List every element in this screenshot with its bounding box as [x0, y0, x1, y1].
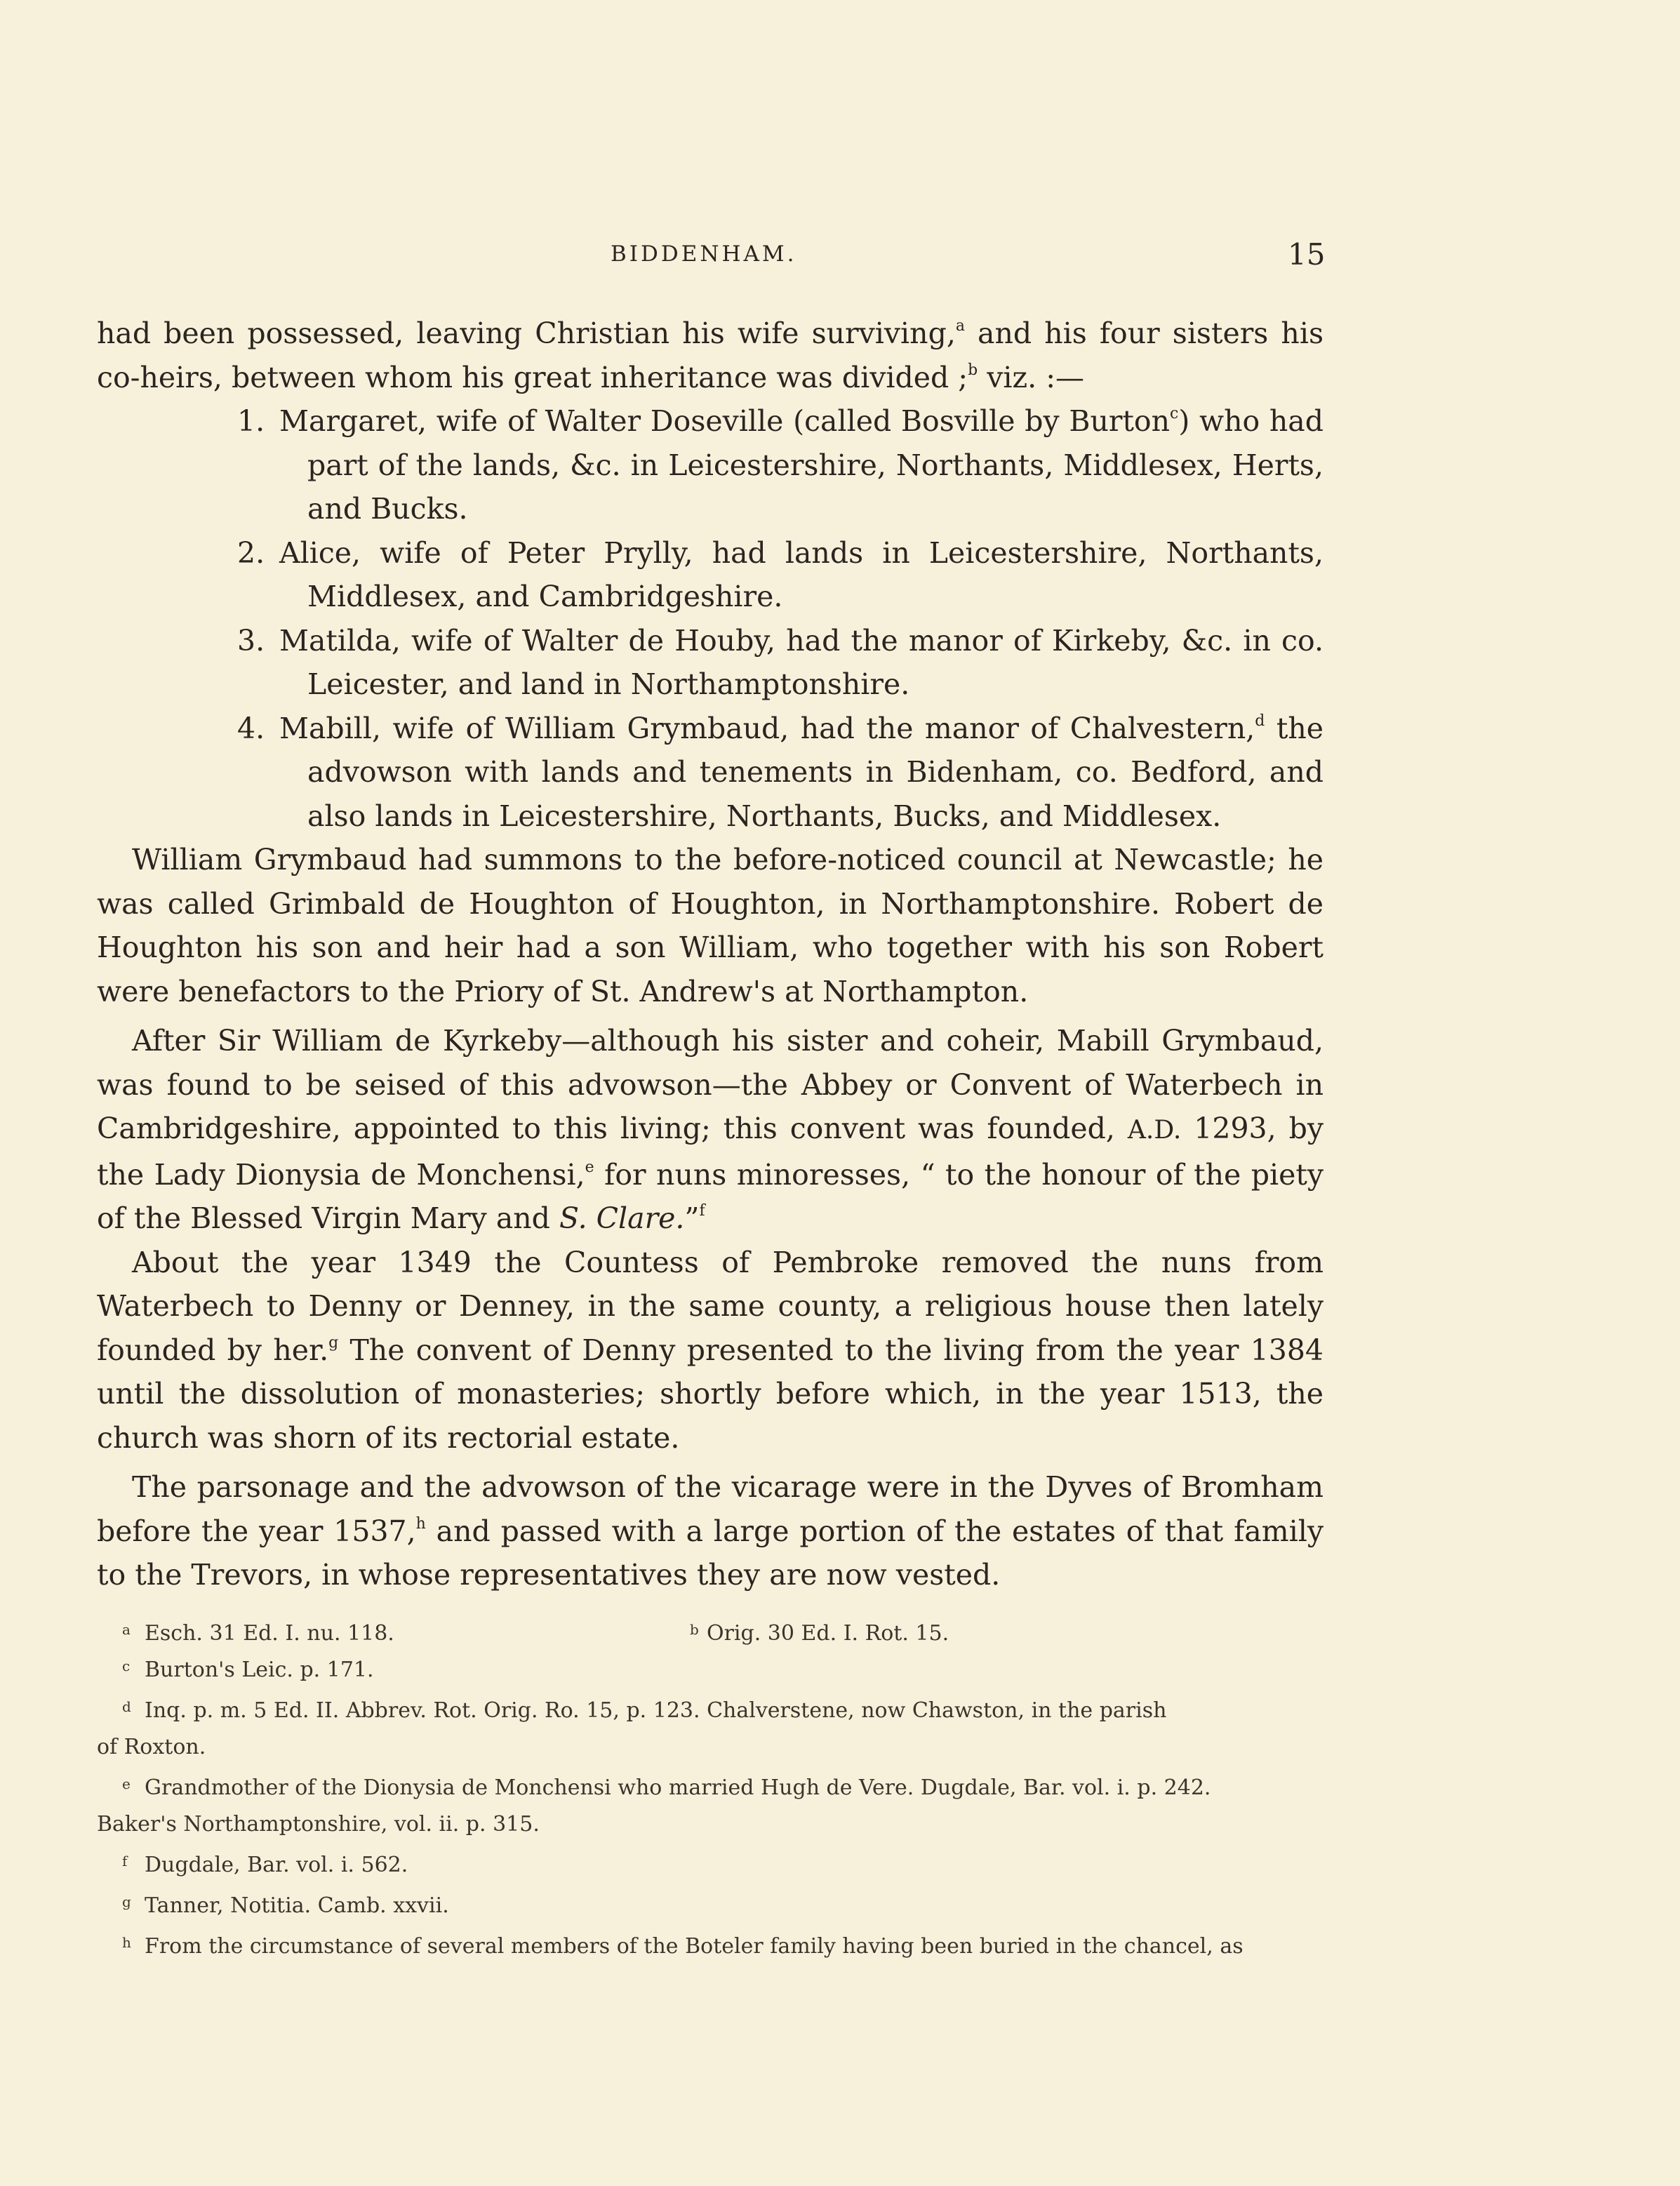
running-head-title: BIDDENHAM. [611, 241, 797, 267]
footnote-b: b Orig. 30 Ed. I. Rot. 15. [690, 1611, 949, 1652]
paragraph-2: William Grymbaud had summons to the before-noticed council at Newcastle; he was called Grimbald de Houghton of Houghton, in Northamptonshire. Robert de Houghton his son and heir had a son William, who together with his son Robert were benefactors to the Priory of St. Andrew's at Northampton. [97, 843, 1324, 1008]
paragraph-1: had been possessed, leaving Christian his wife surviving,$^a$ and his four sisters his co-heirs, between whom his great inheritance was divided ;$^b$ viz. :— [97, 316, 1324, 394]
footnote-ref-b[interactable]: b [968, 361, 978, 379]
footnote-ref-h[interactable]: h [415, 1514, 426, 1533]
list-item: 1. Margaret, wife of Walter Doseville (called Bosville by Burton$^c$) who had part of the lands, &c. in Leicestershire, Northants, Middlesex, Herts, and Bucks. [97, 399, 1324, 531]
list-number: 3. [237, 623, 265, 658]
paragraph-3: After Sir William de Kyrkeby—although his sister and coheir, Mabill Grymbaud, was found to be seised of this advowson—the Abbey or Convent of Waterbech in Cambridgeshire, appointed to this living; this convent was founded, A.D. 1293, by the Lady Dionysia de Monchensi,$^e$ for nuns minoresses, “ to the honour of the piety of the Blessed Virgin Mary and S. Clare.”$^f$ [97, 1024, 1324, 1235]
footnote-g: g Tanner, Notitia. Camb. xxvii. [97, 1884, 1353, 1924]
running-head [0, 237, 1680, 272]
footnote-ref-e[interactable]: e [585, 1158, 594, 1176]
footnote-mark: c [122, 1658, 131, 1674]
footnote-ref-g[interactable]: g [328, 1333, 339, 1352]
footnote-mark: b [690, 1621, 699, 1638]
footnote-mark: d [122, 1698, 131, 1715]
footnote-f: f Dugdale, Bar. vol. i. 562. [97, 1843, 1353, 1884]
footnote-mark: h [122, 1934, 131, 1951]
footnote-mark: a [122, 1621, 131, 1638]
body-text [97, 312, 1324, 1597]
footnote-h: h From the circumstance of several members of the Boteler family having been buried in the chancel, as [97, 1924, 1353, 1965]
list-item: 3. Matilda, wife of Walter de Houby, had the manor of Kirkeby, &c. in co. Leicester, and land in Northamptonshire. [97, 619, 1324, 707]
footnote-c: c Burton's Leic. p. 171. [97, 1648, 1353, 1688]
footnote-a: a Esch. 31 Ed. I. nu. 118. [97, 1621, 394, 1646]
list-number: 1. [237, 404, 265, 438]
list-item: 2. Alice, wife of Peter Prylly, had lands in Leicestershire, Northants, Middlesex, and Cambridgeshire. [97, 531, 1324, 619]
list-item: 4. Mabill, wife of William Grymbaud, had the manor of Chalvestern,$^d$ the advowson with lands and tenements in Bidenham, co. Bedford, and also lands in Leicestershire, Northants, Bucks, and Middlesex. [97, 707, 1324, 839]
footnote-d: d Inq. p. m. 5 Ed. II. Abbrev. Rot. Orig. Ro. 15, p. 123. Chalverstene, now Chawston, in the parish of Roxton. [97, 1688, 1353, 1766]
paragraph-4: About the year 1349 the Countess of Pembroke removed the nuns from Waterbech to Denny or Denney, in the same county, a religious house then lately founded by her.$^g$ The convent of Denny presented to the living from the year 1384 until the dissolution of monasteries; shortly before which, in the year 1513, the church was shorn of its rectorial estate. [97, 1245, 1324, 1455]
page-number: 15 [1288, 237, 1326, 272]
footnote-ref-d[interactable]: d [1255, 712, 1265, 730]
footnote-ref-f[interactable]: f [699, 1202, 705, 1220]
footnote-row-ab [97, 1611, 1353, 1648]
list-number: 2. [237, 535, 265, 570]
list-number: 4. [237, 711, 265, 745]
footnote-mark: f [122, 1853, 128, 1870]
footnote-mark: g [122, 1893, 131, 1910]
footnote-mark: e [122, 1775, 131, 1792]
footnote-ref-c[interactable]: c [1170, 405, 1179, 422]
footnote-e: e Grandmother of the Dionysia de Monchensi who married Hugh de Vere. Dugdale, Bar. vol. i. p. 242. Baker's Northamptonshire, vol. ii. p. 315. [97, 1766, 1353, 1843]
footnote-ref-a[interactable]: a [955, 317, 965, 335]
paragraph-5: The parsonage and the advowson of the vicarage were in the Dyves of Bromham before the year 1537,$^h$ and passed with a large portion of the estates of that family to the Trevors, in whose representatives they are now vested. [97, 1470, 1324, 1592]
footnotes [97, 1611, 1353, 1965]
